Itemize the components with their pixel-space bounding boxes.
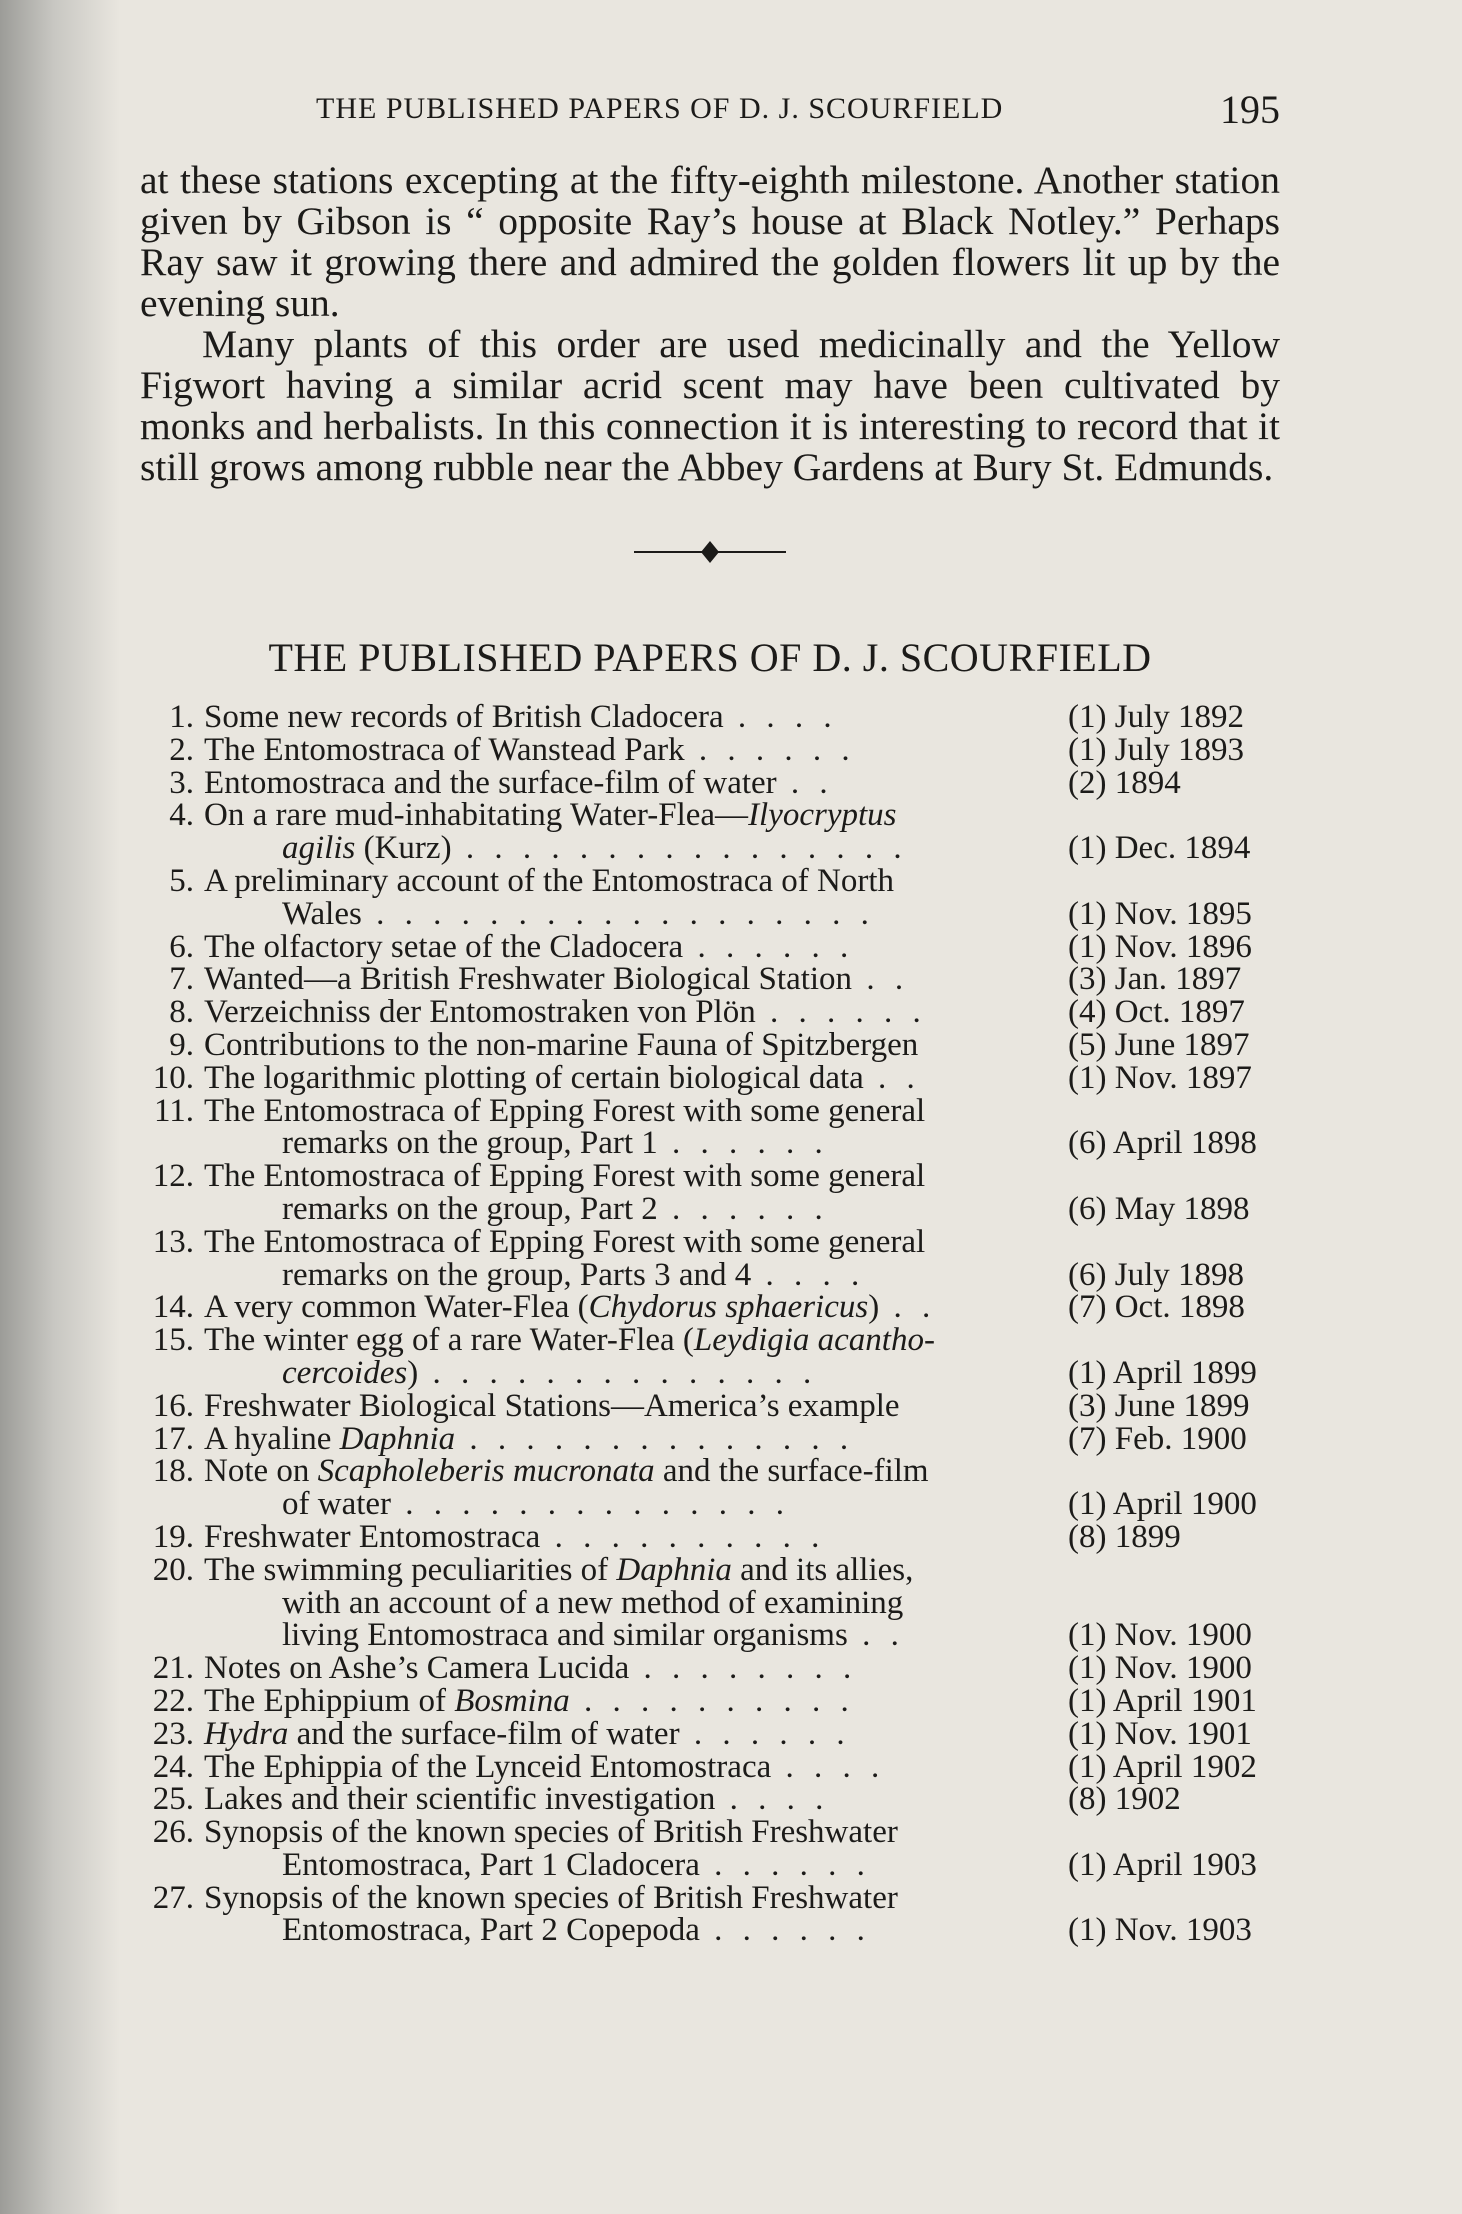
paper-entry	[140, 996, 1280, 1029]
paper-title-line	[140, 731, 1244, 768]
paper-title-line	[140, 895, 1252, 932]
paper-title-line	[140, 1324, 1116, 1357]
paper-date: (1) April 1900	[1068, 1486, 1257, 1523]
paper-date: (8) 1899	[1068, 1518, 1181, 1555]
paper-title-text: The winter egg of a rare Water-Flea (Leydigia acantho-	[204, 1322, 935, 1359]
paper-title-line	[140, 1125, 1257, 1162]
paper-date: (7) Oct. 1898	[1068, 1289, 1245, 1326]
paper-date: (1) July 1893	[1068, 731, 1244, 768]
paper-date: (1) Nov. 1900	[1068, 1617, 1252, 1654]
leader-dots: . . . . . .	[657, 1125, 829, 1162]
leader-dots: . . . . . . . . . . . . . .	[455, 1420, 855, 1457]
page-gutter-shadow	[0, 0, 120, 2214]
paper-number: 19.	[152, 1518, 194, 1555]
leader-dots: . . . . . .	[755, 994, 927, 1031]
paper-title-line	[140, 1584, 1116, 1621]
paper-title-line	[140, 862, 1116, 899]
papers-list	[140, 701, 1280, 1947]
paper-date: (1) April 1899	[1068, 1354, 1257, 1391]
paper-title-text: The Entomostraca of Wanstead Park	[204, 731, 685, 768]
paper-number: 3.	[169, 764, 194, 801]
paper-title-text: Contributions to the non-marine Fauna of Spitzbergen	[204, 1026, 919, 1063]
paper-title-text: The Entomostraca of Epping Forest with some general	[204, 1223, 926, 1260]
paper-title-text: Synopsis of the known species of British Freshwater	[204, 1879, 898, 1916]
paper-title-text: Synopsis of the known species of British Freshwater	[204, 1814, 898, 1851]
paper-title-line	[140, 830, 1251, 867]
paper-title-line	[140, 1879, 1116, 1916]
paper-date: (1) Nov. 1896	[1068, 928, 1252, 965]
paper-title-line	[140, 994, 1245, 1031]
paper-date: (1) Nov. 1895	[1068, 895, 1252, 932]
paper-title-text: Wales	[282, 895, 362, 932]
leader-dots: . .	[776, 764, 834, 801]
paper-entry	[140, 1748, 1280, 1785]
paper-number: 2.	[169, 731, 194, 768]
paper-title-line	[140, 1092, 1116, 1129]
paper-title-text: living Entomostraca and similar organisms	[282, 1617, 848, 1654]
paper-title-text: The Entomostraca of Epping Forest with some general	[204, 1158, 926, 1195]
paper-date: (3) Jan. 1897	[1068, 961, 1242, 998]
paper-title-line	[140, 1781, 1181, 1818]
paper-number: 12.	[152, 1158, 194, 1195]
paper-number: 9.	[169, 1026, 194, 1063]
paper-title-line	[140, 1715, 1252, 1752]
leader-dots: . . . .	[771, 1748, 886, 1785]
paper-number: 7.	[169, 961, 194, 998]
paper-entry	[140, 1420, 1280, 1457]
paper-title-line	[140, 1551, 1116, 1588]
leader-dots: . . . . . . . . . . . . . .	[391, 1486, 791, 1523]
leader-dots: . . . .	[751, 1256, 866, 1293]
paper-date: (1) April 1901	[1068, 1682, 1257, 1719]
paper-number: 4.	[169, 797, 194, 834]
paper-number: 18.	[152, 1453, 194, 1490]
paper-title-text: Notes on Ashe’s Camera Lucida	[204, 1650, 630, 1687]
paper-title-text: agilis (Kurz)	[282, 830, 452, 867]
paper-date: (1) Nov. 1900	[1068, 1650, 1252, 1687]
paper-title-text: Hydra and the surface-film of water	[204, 1715, 680, 1752]
paper-entry	[140, 963, 1280, 996]
paper-number: 21.	[152, 1650, 194, 1687]
paper-number: 20.	[152, 1551, 194, 1588]
paper-number: 8.	[169, 994, 194, 1031]
paper-entry	[140, 1518, 1280, 1555]
section-title: THE PUBLISHED PAPERS OF D. J. SCOURFIELD	[268, 635, 1152, 680]
paper-number: 10.	[152, 1059, 194, 1096]
paper-title-line	[140, 1846, 1257, 1883]
page-number: 195	[1220, 87, 1280, 132]
paper-title-text: Freshwater Biological Stations—America’s example	[204, 1387, 900, 1424]
paper-title-text: The olfactory setae of the Cladocera	[204, 928, 684, 965]
paper-entry	[140, 862, 1280, 932]
paper-entry	[140, 1682, 1280, 1719]
paper-title-text: with an account of a new method of examining	[282, 1584, 904, 1621]
paper-title-line	[140, 1486, 1257, 1523]
paper-title-text: Entomostraca, Part 1 Cladocera	[282, 1846, 700, 1883]
paper-title-text: Entomostraca and the surface-film of water	[204, 764, 777, 801]
paper-number: 22.	[152, 1682, 194, 1719]
paper-title-line	[140, 1289, 1245, 1326]
ornament-icon	[630, 540, 790, 564]
paper-number: 5.	[169, 862, 194, 899]
paper-date: (6) April 1898	[1068, 1125, 1257, 1162]
paper-title-text: Freshwater Entomostraca	[204, 1518, 541, 1555]
paper-entry	[140, 1160, 1280, 1226]
book-page	[140, 87, 1280, 1949]
paper-title-text: cercoides)	[282, 1354, 419, 1391]
paper-number: 11.	[153, 1092, 194, 1129]
running-head-title: THE PUBLISHED PAPERS OF D. J. SCOURFIELD	[316, 92, 1004, 125]
paper-title-text: remarks on the group, Part 2	[282, 1190, 658, 1227]
paper-title-text: The Entomostraca of Epping Forest with some general	[204, 1092, 926, 1129]
paper-title-text: The Ephippium of Bosmina	[204, 1682, 570, 1719]
leader-dots: . . . . . . . . . . . . . . . . . .	[361, 895, 875, 932]
paper-title-line	[140, 1518, 1181, 1555]
leader-dots: . . . . . .	[699, 1912, 871, 1949]
paper-title-line	[140, 928, 1252, 965]
paper-title-line	[140, 1059, 1252, 1096]
paper-entry	[140, 1059, 1280, 1096]
paper-title-line	[140, 1387, 1250, 1424]
paper-entry	[140, 1026, 1280, 1063]
paper-title-line	[140, 1190, 1250, 1227]
paper-title-line	[140, 1026, 1250, 1063]
leader-dots: . .	[852, 961, 910, 998]
leader-dots: . . . .	[715, 1781, 830, 1818]
paper-title-line	[140, 1912, 1252, 1949]
paper-number: 6.	[169, 928, 194, 965]
paper-date: (1) Nov. 1897	[1068, 1059, 1252, 1096]
paper-entry	[140, 1816, 1280, 1882]
paper-title-text: Lakes and their scientific investigation	[204, 1781, 716, 1818]
paper-entry	[140, 701, 1280, 734]
leader-dots: . .	[879, 1289, 937, 1326]
leader-dots: . . . . . .	[699, 1846, 871, 1883]
paper-entry	[140, 1324, 1280, 1390]
paper-title-text: remarks on the group, Part 1	[282, 1125, 658, 1162]
paper-date: (4) Oct. 1897	[1068, 994, 1245, 1031]
paragraph: Many plants of this order are used medicinally and the Yellow Figwort having a similar acrid scent may have been cultivated by monks and herbalists. In this connection it is interesting to record that it still grows among rubble near the Abbey Gardens at Bury St. Edmunds.	[140, 322, 1280, 489]
paper-title-line	[140, 764, 1181, 801]
paper-title-text: Verzeichniss der Entomostraken von Plön	[204, 994, 756, 1031]
paper-title-line	[140, 1682, 1257, 1719]
paper-title-text: remarks on the group, Parts 3 and 4	[282, 1256, 752, 1293]
leader-dots: . . . . . .	[683, 928, 855, 965]
paper-entry	[140, 1387, 1280, 1424]
paper-title-text: A preliminary account of the Entomostraca of North	[204, 862, 895, 899]
paper-date: (1) July 1892	[1068, 699, 1244, 735]
paper-date: (1) April 1902	[1068, 1748, 1257, 1785]
paper-title-text: The Ephippia of the Lynceid Entomostraca	[204, 1748, 772, 1785]
paper-number: 27.	[152, 1879, 194, 1916]
body-text	[140, 160, 1280, 488]
paragraph: at these stations excepting at the fifty-eighth milestone. Another station given by Gibson is “ opposite Ray’s house at Black Notley.” Perhaps Ray saw it growing there and admired the golden flowers lit up by the evening sun.	[140, 158, 1280, 325]
paper-number: 14.	[152, 1289, 194, 1326]
paper-title-line	[140, 1816, 1116, 1849]
paper-title-text: Wanted—a British Freshwater Biological Station	[204, 961, 853, 998]
paper-entry	[140, 1879, 1280, 1949]
paper-title-line	[140, 799, 1116, 832]
paper-title-text: Entomostraca, Part 2 Copepoda	[282, 1912, 700, 1949]
paper-number: 15.	[152, 1322, 194, 1359]
paper-title-line	[140, 1160, 1116, 1193]
paper-date: (1) Nov. 1901	[1068, 1715, 1252, 1752]
paper-title-line	[140, 1354, 1257, 1391]
paper-date: (7) Feb. 1900	[1068, 1420, 1247, 1457]
paper-entry	[140, 1652, 1280, 1685]
paper-number: 13.	[152, 1223, 194, 1260]
paper-title-text: A very common Water-Flea (Chydorus sphaericus)	[204, 1289, 880, 1326]
paper-date: (3) June 1899	[1068, 1387, 1250, 1424]
paper-title-text: The logarithmic plotting of certain biological data	[204, 1059, 864, 1096]
paper-entry	[140, 928, 1280, 965]
paper-number: 24.	[152, 1748, 194, 1785]
paper-title-line	[140, 1748, 1257, 1785]
paper-entry	[140, 1455, 1280, 1521]
paper-entry	[140, 1551, 1280, 1654]
paper-date: (8) 1902	[1068, 1781, 1181, 1818]
paper-number: 23.	[152, 1715, 194, 1752]
paper-title-text: On a rare mud-inhabitating Water-Flea—Ilyocryptus	[204, 797, 897, 834]
paper-date: (1) Nov. 1903	[1068, 1912, 1252, 1949]
leader-dots: . . . . . . . . . . . . . .	[418, 1354, 818, 1391]
paper-date: (1) Dec. 1894	[1068, 830, 1251, 867]
paper-title-line	[140, 961, 1242, 998]
paper-number: 17.	[152, 1420, 194, 1457]
paper-title-line	[140, 1650, 1252, 1687]
paper-title-text: of water	[282, 1486, 392, 1523]
paper-entry	[140, 1291, 1280, 1324]
paper-title-line	[140, 1223, 1116, 1260]
paper-entry	[140, 1092, 1280, 1162]
leader-dots: . . . . . . . . . .	[540, 1518, 826, 1555]
paper-title-line	[140, 1617, 1252, 1654]
paper-title-text: Some new records of British Cladocera	[204, 699, 724, 735]
paper-entry	[140, 731, 1280, 768]
leader-dots: . . . .	[723, 699, 838, 735]
paper-title-text: Note on Scapholeberis mucronata and the surface-film	[204, 1453, 929, 1490]
leader-dots: . . . . . .	[679, 1715, 851, 1752]
leader-dots: . . . . . .	[657, 1190, 829, 1227]
paper-title-line	[140, 699, 1244, 735]
leader-dots: . . . . . . . . . .	[569, 1682, 855, 1719]
paper-title-line	[140, 1455, 1116, 1488]
paper-date: (2) 1894	[1068, 764, 1181, 801]
paper-number: 1.	[169, 699, 194, 735]
running-head	[140, 87, 1280, 132]
paper-title-text: The swimming peculiarities of Daphnia and its allies,	[204, 1551, 914, 1588]
paper-date: (1) April 1903	[1068, 1846, 1257, 1883]
paper-date: (5) June 1897	[1068, 1026, 1250, 1063]
paper-number: 25.	[152, 1781, 194, 1818]
paper-entry	[140, 1223, 1280, 1293]
paper-title-line	[140, 1256, 1244, 1293]
paper-date: (6) July 1898	[1068, 1256, 1244, 1293]
leader-dots: . .	[847, 1617, 905, 1654]
paper-number: 26.	[152, 1814, 194, 1851]
paper-entry	[140, 1783, 1280, 1816]
leader-dots: . .	[863, 1059, 921, 1096]
ornament-divider	[140, 540, 1280, 570]
paper-number: 16.	[152, 1387, 194, 1424]
leader-dots: . . . . . . . .	[629, 1650, 858, 1687]
leader-dots: . . . . . .	[684, 731, 856, 768]
paper-entry	[140, 1715, 1280, 1752]
paper-entry	[140, 799, 1280, 865]
leader-dots: . . . . . . . . . . . . . . . .	[451, 830, 908, 867]
paper-entry	[140, 764, 1280, 801]
paper-title-text: A hyaline Daphnia	[204, 1420, 456, 1457]
paper-title-line	[140, 1420, 1247, 1457]
paper-date: (6) May 1898	[1068, 1190, 1250, 1227]
